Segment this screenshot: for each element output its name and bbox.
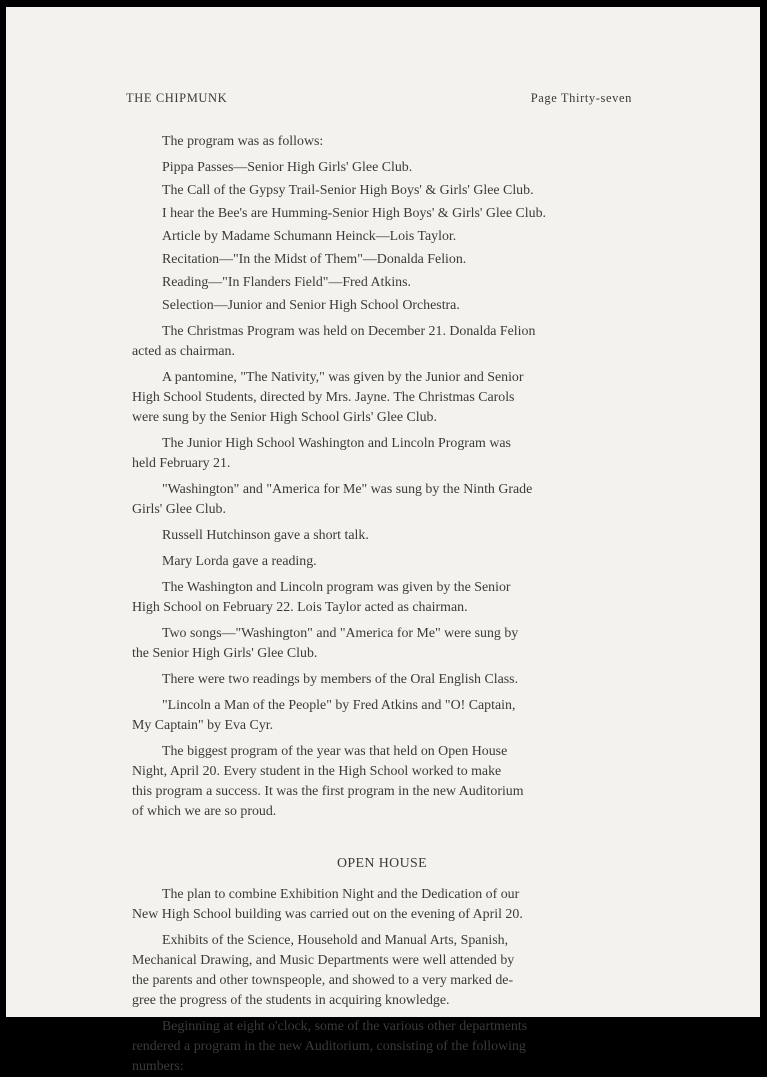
paragraph: [132, 696, 632, 736]
program-item: Selection—Junior and Senior High School Orchestra.: [162, 298, 460, 313]
paragraph-line: High School Students, directed by Mrs. Jayne. The Christmas Carols: [132, 390, 515, 405]
paragraph-line: There were two readings by members of the Oral English Class.: [162, 672, 519, 687]
body-paragraphs: [132, 322, 632, 822]
section-heading: OPEN HOUSE: [336, 856, 428, 871]
paragraph-line: Beginning at eight o'clock, some of the various other departments: [162, 1019, 528, 1034]
paragraph-line: Girls' Glee Club.: [132, 502, 226, 517]
paragraph: [132, 931, 632, 1011]
paragraph-line: the Senior High Girls' Glee Club.: [132, 646, 318, 661]
paragraph-line: the parents and other townspeople, and showed to a very marked de-: [132, 973, 514, 988]
paragraph-line: New High School building was carried out on the evening of April 20.: [132, 907, 523, 922]
program-item: Article by Madame Schumann Heinck—Lois Taylor.: [162, 229, 457, 244]
paragraph: [132, 885, 632, 925]
paragraph-line: My Captain" by Eva Cyr.: [132, 718, 274, 733]
page-header: [126, 91, 632, 106]
paragraph: [132, 552, 632, 572]
paragraph-line: gree the progress of the students in acquiring knowledge.: [132, 993, 450, 1008]
paragraph: [132, 742, 632, 822]
paragraph: [132, 578, 632, 618]
paragraph: [132, 480, 632, 520]
paragraph-line: Night, April 20. Every student in the High School worked to make: [132, 764, 502, 779]
paragraph-line: "Washington" and "America for Me" was sung by the Ninth Grade: [162, 482, 533, 497]
program-item: Pippa Passes—Senior High Girls' Glee Club.: [162, 160, 413, 175]
program-item: The Call of the Gypsy Trail-Senior High Boys' & Girls' Glee Club.: [162, 183, 534, 198]
paragraph: [132, 322, 632, 362]
program-list: [132, 158, 632, 316]
program-intro: The program was as follows:: [162, 134, 324, 149]
paragraph: [132, 624, 632, 664]
paragraph-line: Russell Hutchinson gave a short talk.: [162, 528, 369, 543]
paragraph-line: were sung by the Senior High School Girls' Glee Club.: [132, 410, 437, 425]
paragraph-line: this program a success. It was the first program in the new Auditorium: [132, 784, 524, 799]
paragraph: [132, 670, 632, 690]
publication-title: THE CHIPMUNK: [126, 91, 228, 105]
paragraph-line: Exhibits of the Science, Household and Manual Arts, Spanish,: [162, 933, 509, 948]
paragraph: [132, 1017, 632, 1077]
paragraph-line: The Junior High School Washington and Lincoln Program was: [162, 436, 511, 451]
program-item: I hear the Bee's are Humming-Senior High Boys' & Girls' Glee Club.: [162, 206, 547, 221]
paragraph-line: rendered a program in the new Auditorium, consisting of the following: [132, 1039, 526, 1054]
paragraph-line: Mary Lorda gave a reading.: [162, 554, 317, 569]
program-item: Reading—"In Flanders Field"—Fred Atkins.: [162, 275, 412, 290]
paragraph-line: of which we are so proud.: [132, 804, 277, 819]
program-item: Recitation—"In the Midst of Them"—Donalda Felion.: [162, 252, 467, 267]
paragraph-line: numbers:: [132, 1059, 184, 1074]
paragraph: [132, 434, 632, 474]
paragraph-line: "Lincoln a Man of the People" by Fred Atkins and "O! Captain,: [162, 698, 516, 713]
paragraph-line: acted as chairman.: [132, 344, 235, 359]
paragraph-line: Mechanical Drawing, and Music Departments were well attended by: [132, 953, 515, 968]
document-page: [6, 7, 760, 1074]
paragraph-line: The biggest program of the year was that held on Open House: [162, 744, 508, 759]
paragraph: [132, 526, 632, 546]
paragraph-line: The plan to combine Exhibition Night and the Dedication of our: [162, 887, 520, 902]
paragraph-line: The Washington and Lincoln program was given by the Senior: [162, 580, 511, 595]
paragraph-line: The Christmas Program was held on December 21. Donalda Felion: [162, 324, 536, 339]
open-house-section: [132, 885, 632, 1077]
paragraph-line: A pantomine, "The Nativity," was given by the Junior and Senior: [162, 370, 524, 385]
paragraph: [132, 368, 632, 428]
page-content: [132, 132, 632, 1077]
paragraph-line: Two songs—"Washington" and "America for Me" were sung by: [162, 626, 519, 641]
paragraph-line: held February 21.: [132, 456, 231, 471]
page-number: Page Thirty-seven: [530, 91, 632, 105]
paragraph-line: High School on February 22. Lois Taylor acted as chairman.: [132, 600, 468, 615]
